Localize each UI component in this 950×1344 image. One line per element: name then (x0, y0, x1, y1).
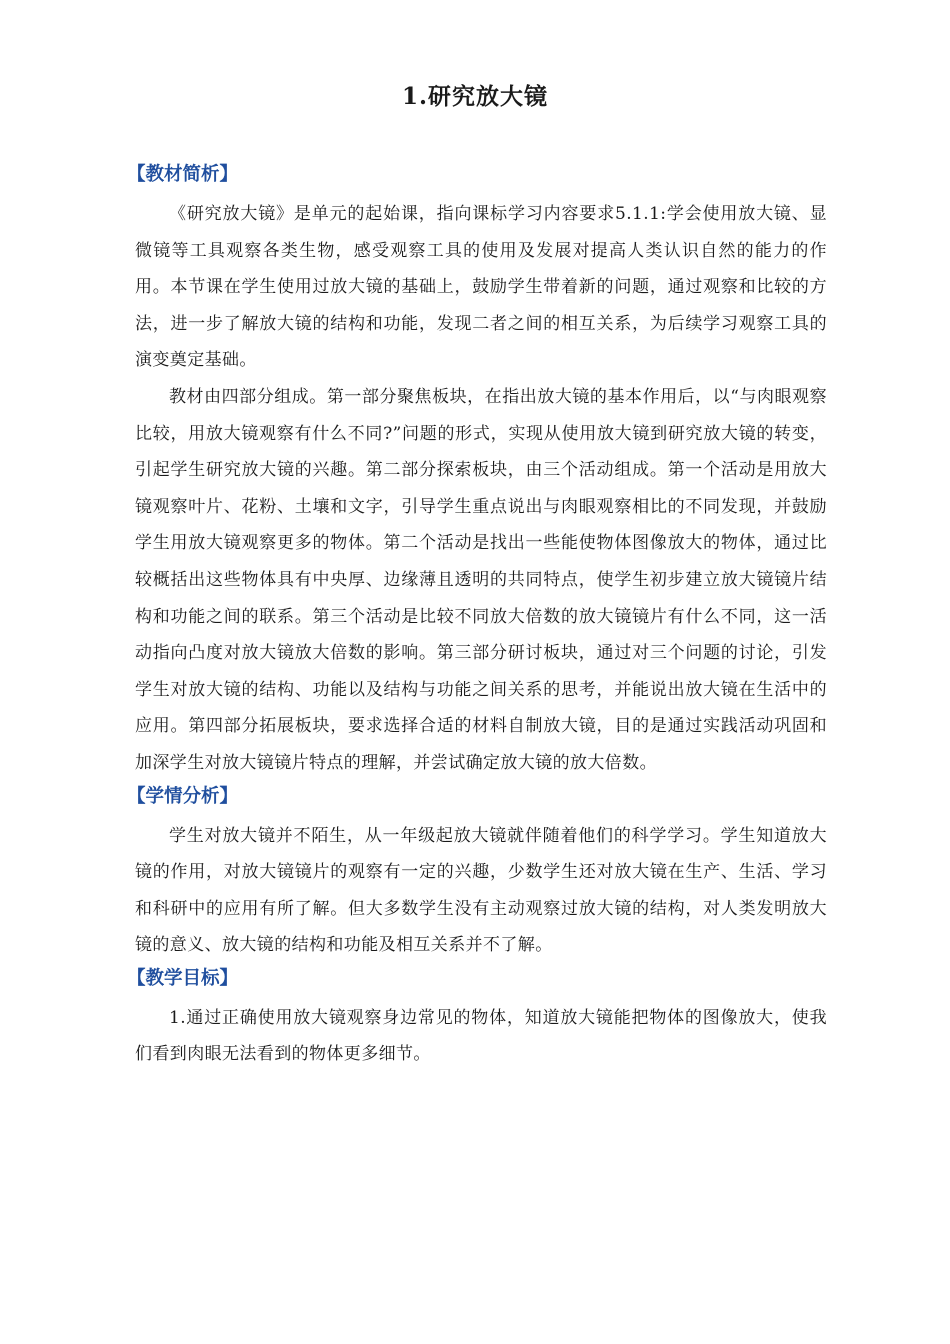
paragraph: 《研究放大镜》是单元的起始课，指向课标学习内容要求5.1.1:学会使用放大镜、显微镜等工具观察各类生物，感受观察工具的使用及发展对提高人类认识自然的能力的作用。本节课在学生使用过放大镜的基础上，鼓励学生带着新的问题，通过观察和比较的方法，进一步了解放大镜的结构和功能，发现二者之间的相互关系，为后续学习观察工具的演变奠定基础。 (135, 204, 827, 371)
paragraph: 学生对放大镜并不陌生，从一年级起放大镜就伴随着他们的科学学习。学生知道放大镜的作用，对放大镜镜片的观察有一定的兴趣，少数学生还对放大镜在生产、生活、学习和科研中的应用有所了解。但大多数学生没有主动观察过放大镜的结构，对人类发明放大镜的意义、放大镜的结构和功能及相互关系并不了解。 (135, 825, 827, 956)
document-body (127, 160, 827, 1073)
section-heading: 【学情分析】 (127, 785, 239, 807)
paragraph: 1.通过正确使用放大镜观察身边常见的物体，知道放大镜能把物体的图像放大，使我们看到肉眼无法看到的物体更多细节。 (135, 1007, 827, 1065)
section-textbook-analysis (127, 160, 827, 782)
section-heading: 【教材简析】 (127, 164, 239, 185)
document-title: 1.研究放大镜 (401, 83, 548, 110)
section-teaching-goals (127, 964, 827, 1073)
paragraph: 教材由四部分组成。第一部分聚焦板块，在指出放大镜的基本作用后，以“与肉眼观察比较，用放大镜观察有什么不同?”问题的形式，实现从使用放大镜到研究放大镜的转变，引起学生研究放大镜的兴趣。第二部分探索板块，由三个活动组成。第一个活动是用放大镜观察叶片、花粉、土壤和文字，引导学生重点说出与肉眼观察相比的不同发现，并鼓励学生用放大镜观察更多的物体。第二个活动是找出一些能使物体图像放大的物体，通过比较概括出这些物体具有中央厚、边缘薄且透明的共同特点，使学生初步建立放大镜镜片结构和功能之间的联系。第三个活动是比较不同放大倍数的放大镜镜片有什么不同，这一活动指向凸度对放大镜放大倍数的影响。第三部分研讨板块，通过对三个问题的讨论，引发学生对放大镜的结构、功能以及结构与功能之间关系的思考，并能说出放大镜在生活中的应用。第四部分拓展板块，要求选择合适的材料自制放大镜，目的是通过实践活动巩固和加深学生对放大镜镜片特点的理解，并尝试确定放大镜的放大倍数。 (135, 386, 827, 773)
section-student-analysis (127, 782, 827, 964)
section-heading: 【教学目标】 (127, 967, 239, 989)
